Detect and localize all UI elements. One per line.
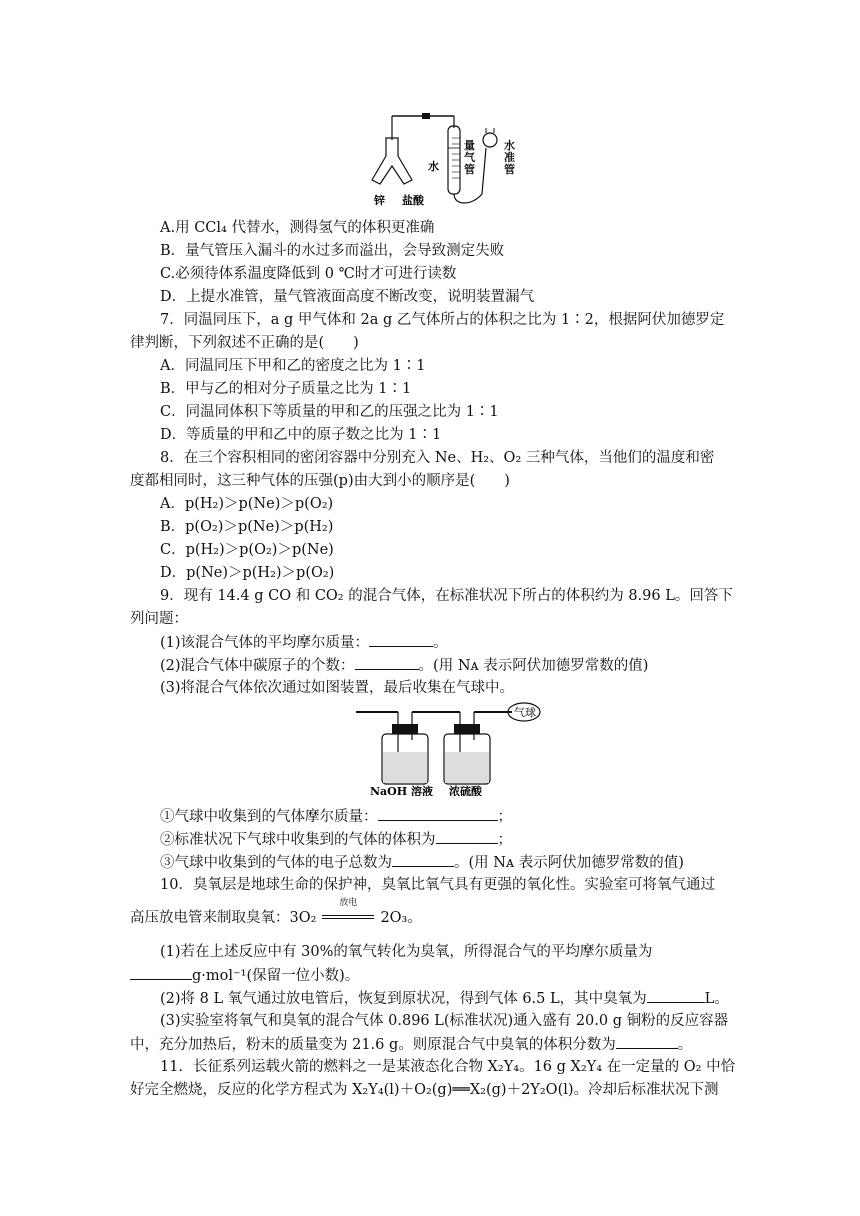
- q9-sub2-answer-blank[interactable]: [436, 829, 498, 844]
- q10-part1-unit: g·mol⁻¹(保留一位小数)。: [192, 968, 360, 984]
- q9-sub1-end: ；: [497, 809, 512, 825]
- label-naoh: NaOH 溶液: [370, 785, 433, 796]
- label-water-tube: 水准管: [504, 139, 515, 176]
- label-hcl: 盐酸: [402, 194, 424, 207]
- q10-stem-line1: 10．臭氧层是地球生命的保护神，臭氧比氧气具有更强的氧化性。实验室可将氧气通过: [160, 877, 715, 893]
- q9-sub1-text: ①气球中收集到的气体摩尔质量：: [160, 809, 378, 825]
- q10-part3-text: 中，充分加热后，粉末的质量变为 21.6 g。则原混合气中臭氧的体积分数为: [130, 1037, 616, 1053]
- q10-part1-line1: (1)若在上述反应中有 30%的氧气转化为臭氧，所得混合气的平均摩尔质量为: [160, 944, 653, 960]
- q7-option-b: B．甲与乙的相对分子质量之比为 1∶1: [160, 381, 412, 397]
- q10-part3-answer-blank[interactable]: [616, 1034, 678, 1049]
- wash-bottles-figure: [352, 700, 552, 796]
- q10-part3-line2: [130, 1034, 692, 1055]
- q9-part1-end: 。: [433, 635, 448, 651]
- q8-stem-line1: 8．在三个容积相同的密闭容器中分别充入 Ne、H₂、O₂ 三种气体，当他们的温度和密: [160, 450, 715, 466]
- q10-part3-line1: (3)实验室将氧气和臭氧的混合气体 0.896 L(标准状况)通入盛有 20.0 g 铜粉的反应容器: [160, 1013, 729, 1029]
- q10-part2-answer-blank[interactable]: [647, 988, 705, 1003]
- q9-sub3: [160, 852, 684, 873]
- q7-option-a: A．同温同压下甲和乙的密度之比为 1∶1: [160, 358, 426, 374]
- q9-part2: [160, 655, 648, 676]
- q9-part3: (3)将混合气体依次通过如图装置，最后收集在气球中。: [160, 680, 515, 696]
- q6-option-c: C.必须待体系温度降低到 0 ℃时才可进行读数: [160, 266, 457, 282]
- q11-line2: 好完全燃烧，反应的化学方程式为 X₂Y₄(l)＋O₂(g)══X₂(g)＋2Y₂O(l)。冷却后标准状况下测: [130, 1082, 719, 1098]
- label-balloon: 气球: [514, 706, 536, 719]
- q7-stem-line1: 7．同温同压下，a g 甲气体和 2a g 乙气体所占的体积之比为 1∶2，根据阿伏加德罗定: [160, 312, 725, 328]
- q7-option-d: D．等质量的甲和乙中的原子数之比为 1∶1: [160, 427, 442, 443]
- q9-stem-line2: 列问题：: [130, 611, 188, 627]
- q9-part1-answer-blank[interactable]: [369, 632, 433, 647]
- label-gas-tube: 量气管: [464, 139, 475, 176]
- q10-part1-answer-blank[interactable]: [130, 965, 192, 980]
- q10-equation-arrow: [322, 898, 374, 926]
- q10-part2: [160, 988, 729, 1009]
- q9-part1-text: (1)该混合气体的平均摩尔质量：: [160, 635, 370, 651]
- q10-arrow-label: 放电: [339, 898, 358, 908]
- label-h2so4: 浓硫酸: [449, 785, 482, 796]
- q10-part2-text: (2)将 8 L 氧气通过放电管后，恢复到原状况，得到气体 6.5 L，其中臭氧为: [160, 991, 647, 1007]
- q9-stem-line1: 9．现有 14.4 g CO 和 CO₂ 的混合气体，在标准状况下所占的体积约为 8.96 L。回答下: [160, 588, 733, 604]
- q9-sub1-answer-blank[interactable]: [378, 806, 498, 821]
- q9-sub3-note: 。(用 Nᴀ 表示阿伏加德罗常数的值): [454, 855, 684, 871]
- q8-option-d: D．p(Ne)＞p(H₂)＞p(O₂): [160, 565, 335, 581]
- q8-option-c: C．p(H₂)＞p(O₂)＞p(Ne): [160, 542, 334, 558]
- q6-option-a: A.用 CCl₄ 代替水，测得氢气的体积更准确: [160, 220, 435, 236]
- q10-equation-right: 2O₃。: [380, 910, 422, 926]
- q9-sub2: [160, 829, 512, 850]
- q10-part3-end: 。: [677, 1037, 693, 1053]
- q11-line1: 11．长征系列运载火箭的燃料之一是某液态化合物 X₂Y₄。16 g X₂Y₄ 在一定量的 O₂ 中恰: [160, 1059, 736, 1075]
- label-water: 水: [428, 160, 439, 173]
- q9-sub1: [160, 806, 512, 827]
- q6-option-b: B．量气管压入漏斗的水过多而溢出，会导致测定失败: [160, 243, 505, 259]
- q7-option-c: C．同温同体积下等质量的甲和乙的压强之比为 1∶1: [160, 404, 499, 420]
- q9-part2-note: 。(用 Nᴀ 表示阿伏加德罗常数的值): [418, 658, 649, 674]
- label-zinc: 锌: [374, 194, 385, 207]
- q10-stem-line2: [130, 898, 422, 928]
- q9-part1: [160, 632, 448, 653]
- q7-stem-line2: 律判断，下列叙述不正确的是( ): [130, 335, 359, 351]
- q10-equation-left: 高压放电管来制取臭氧：3O₂: [130, 910, 317, 926]
- q10-part2-unit: L。: [704, 991, 729, 1007]
- q9-part2-answer-blank[interactable]: [355, 655, 419, 670]
- q9-sub3-answer-blank[interactable]: [392, 852, 454, 867]
- q9-sub2-end: ；: [497, 832, 512, 848]
- q9-part2-text: (2)混合气体中碳原子的个数：: [160, 658, 355, 674]
- q8-option-a: A．p(H₂)＞p(Ne)＞p(O₂): [160, 496, 334, 512]
- q8-stem-line2: 度都相同时，这三种气体的压强(p)由大到小的顺序是( ): [130, 473, 510, 489]
- q9-sub3-text: ③气球中收集到的气体的电子总数为: [160, 855, 392, 871]
- q9-sub2-text: ②标准状况下气球中收集到的气体的体积为: [160, 832, 436, 848]
- q10-part1-line2: [130, 965, 359, 986]
- q6-option-d: D．上提水准管，量气管液面高度不断改变，说明装置漏气: [160, 289, 535, 305]
- q8-option-b: B．p(O₂)＞p(Ne)＞p(H₂): [160, 519, 334, 535]
